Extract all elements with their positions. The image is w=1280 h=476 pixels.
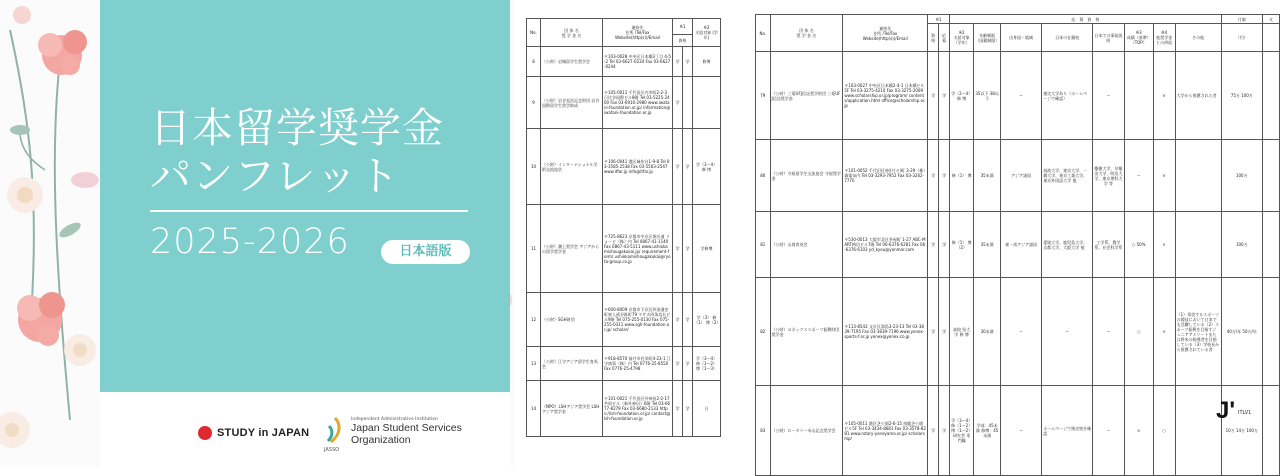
jasso-name-line1: Japan Student Services xyxy=(351,421,462,434)
row-qual: 学 xyxy=(673,293,683,347)
row-grade: 修（1） 博（2） xyxy=(950,212,974,278)
row-org: （公財）三菱UFJ信託奨学財団 三菱UFJ信託奨学金 xyxy=(770,52,843,140)
row-grade: 学（2〜4） 修 博 xyxy=(950,52,974,140)
row-no: 10 xyxy=(527,129,541,205)
row-qual: 学 xyxy=(673,129,683,205)
header-mark3: ※3 xyxy=(1135,30,1142,35)
table-row xyxy=(527,205,721,293)
header-contact-label: 連絡先 xyxy=(879,25,892,31)
row-org: （公財）江守アジア留学生育英会 xyxy=(541,347,603,381)
table-row xyxy=(756,278,1280,386)
row-region: 東・南アジア諸国 xyxy=(1000,212,1041,278)
row-etc xyxy=(1175,140,1221,212)
row-grade: 高校 短大 学 修 博 xyxy=(950,278,974,386)
row-apply: 学 xyxy=(683,205,693,293)
header-extra xyxy=(1262,24,1279,52)
row-org: （公財）ロータリー米山記念奨学会 xyxy=(770,386,843,476)
table-row xyxy=(756,386,1280,476)
scholarship-table-left xyxy=(526,18,721,437)
row-region: − xyxy=(1000,52,1041,140)
row-pre: − xyxy=(1093,386,1125,476)
row-contact: 〒103-0028 中央区日本橋3丁目 4-5-2 Tel 03-6627-0234 Fax 03-6627-0244 xyxy=(603,47,673,77)
row-contact: 〒600-8009 京都市下京区四条通室町東入函谷鉾町79 ヤサカ四条烏丸ビル9階 Tel 075-255-0130 Fax 075-255-0311 www.sgh-foundation.or.jp/ scholar/ xyxy=(603,293,673,347)
header-other-aid xyxy=(1153,24,1175,52)
row-apply: 学 xyxy=(683,129,693,205)
row-age: 30未満 xyxy=(974,278,1001,386)
row-contact: 〒105-0011 千代田区内幸町2-2-3 日比谷国際ビル8階 Tel 03-5225-2400 Fax 03-6910-2980 www.iwatani-foundation.or.jp/ information@iwatani-foundation.or.jp xyxy=(603,77,673,129)
row-age: 35未満 xyxy=(974,140,1001,212)
row-pre: − xyxy=(1093,278,1125,386)
row-grade: 学（3） 修（1） 博（2） xyxy=(693,293,721,347)
row-age: 35未満 xyxy=(974,212,1001,278)
row-qual: 学 xyxy=(673,77,683,129)
row-grade xyxy=(693,77,721,129)
row-grade: 学（3〜4） 修 博 xyxy=(693,129,721,205)
row-contact: 〒918-8570 福井市若栄町4-23-1 江守商事（株）内 Tel 0776-25-8550 Fax 0776-25-4798 xyxy=(603,347,673,381)
row-contact: 〒113-8543 文京区湯島3-23-13 Tel 03-3839-7195 Fax 03-3839-7196 www.yonex-sports-f.or.jp yonex@yonex.co.jp xyxy=(843,278,928,386)
row-other-aid: × xyxy=(1153,212,1175,278)
row-no: 80 xyxy=(756,140,771,212)
header-scholarship-label: 奨 学 金 名 xyxy=(796,33,817,38)
header-apply: 応募 xyxy=(939,24,950,52)
row-gpa: × xyxy=(1124,386,1153,476)
header-scholarship-label: 奨 学 金 名 xyxy=(561,32,582,38)
header-mark1: ※1 xyxy=(928,15,950,24)
row-amount: 10万 14万 100万 xyxy=(1221,386,1262,476)
table-row xyxy=(527,381,721,437)
row-org: （公財）山岡育英会 xyxy=(770,212,843,278)
row-grade: 修（1） 博 xyxy=(950,140,974,212)
row-org: （公財）岩谷直治記念財団 岩谷国際留学生奨学助成 xyxy=(541,77,603,129)
table-row xyxy=(756,52,1280,140)
header-other-aid-label: 他奨学金との併給 xyxy=(1156,35,1173,45)
row-no: 14 xyxy=(527,381,541,437)
header-pre: 日本での事前説明 xyxy=(1093,24,1125,52)
row-qual: 学 xyxy=(928,212,939,278)
watermark-sub: ITLV1 xyxy=(1238,410,1252,416)
row-no: 11 xyxy=(527,205,541,293)
row-school: 指定大学あり（ホームページで確認） xyxy=(1042,52,1093,140)
row-contact: 〒530-0013 大阪市北区茶屋町 1-27 ABC-MART梅田ビル7階 Tel 06-6376-6281 Fax 06-6376-6103 yd_kyou@yanmar.com xyxy=(843,212,928,278)
header-grade xyxy=(950,24,974,52)
header-grade-label: 支給対象 (学年) xyxy=(695,30,718,40)
header-etc: その他 xyxy=(1175,24,1221,52)
row-etc xyxy=(1175,212,1221,278)
header-org xyxy=(770,15,843,52)
carnation-illustration-left xyxy=(0,0,100,467)
row-apply: 学 xyxy=(939,212,950,278)
scholarship-table-page-right xyxy=(755,14,1280,443)
cover-title-panel xyxy=(100,0,510,392)
row-apply: 学 xyxy=(939,140,950,212)
header-amount: （円） xyxy=(1221,24,1262,52)
study-in-japan-logo xyxy=(198,426,309,440)
header-contact-sub: 住所 /Tel/Fax xyxy=(625,30,650,35)
row-extra xyxy=(1262,386,1279,476)
pamphlet-cover xyxy=(0,0,515,467)
row-qual: 学 xyxy=(928,52,939,140)
header-contact-web: Website(http(s))/Email xyxy=(862,35,908,41)
row-no: 8 xyxy=(527,47,541,77)
table-header-row xyxy=(527,19,721,35)
row-qual: 学 xyxy=(928,386,939,476)
row-org: （NPO）LSHアジア奨学会 LSHアジア奨学金 xyxy=(541,381,603,437)
row-contact: 〒106-0041 港区麻布台1-9-8 Tel 03-3585-2538 Fax 03-5563-2547 www.itfar.jp info@itfar.jp xyxy=(603,129,673,205)
cover-divider xyxy=(150,210,468,212)
row-apply: 学 xyxy=(939,52,950,140)
row-region: − xyxy=(1000,278,1041,386)
table-row xyxy=(527,77,721,129)
row-contact: 〒101-0021 千代田区外神田2-2-17 共同ビル（新外神田）6階 Tel 03-6677-8279 Fax 03-6680-2133 https://lsh-foundation.or.jp/ contact@lsh-foundation.or.jp xyxy=(603,381,673,437)
header-apply: 資格 xyxy=(673,35,693,47)
row-school: − xyxy=(1042,278,1093,386)
row-gpa: ○ xyxy=(1124,278,1153,386)
row-age: 35以下 38以下 xyxy=(974,52,1001,140)
row-org: （公財）インターナショナル学術交流協会 xyxy=(541,129,603,205)
row-other-aid: × xyxy=(1153,140,1175,212)
header-no: No. xyxy=(756,15,771,52)
scholarship-table-right xyxy=(755,14,1280,476)
jasso-name-line2: Organization xyxy=(351,433,411,446)
row-gpa: − xyxy=(1124,140,1153,212)
row-apply: 学 xyxy=(939,386,950,476)
header-contact xyxy=(843,15,928,52)
row-qual: 学 xyxy=(673,47,683,77)
row-school: 愛媛大学、鹿児島大学、京都大学、大阪大学 他 xyxy=(1042,212,1093,278)
row-age: 学部：45未満 修博：45未満 xyxy=(974,386,1001,476)
jasso-mark-icon xyxy=(325,416,345,446)
row-org: （公財）潮上奨学会 アジアからの留学奨学金 xyxy=(541,205,603,293)
jasso-text xyxy=(351,417,462,446)
row-no: 83 xyxy=(756,386,771,476)
row-org: （公財）守屋留学生交流協会 守屋奨学金 xyxy=(770,140,843,212)
header-amount-group: 月額 xyxy=(1221,15,1262,24)
cover-year: 2025-2026 xyxy=(150,222,350,262)
header-contact xyxy=(603,19,673,47)
row-school: ホームページで指定校を確認 xyxy=(1042,386,1093,476)
header-contact-label: 連絡先 xyxy=(631,25,644,30)
header-mark2: ※2 xyxy=(958,30,965,35)
header-mark1: ※1 xyxy=(673,19,693,35)
row-extra xyxy=(1262,278,1279,386)
row-amount: 75万 100万 xyxy=(1221,52,1262,140)
scholarship-table-page-left xyxy=(526,18,720,438)
row-apply: 学 xyxy=(683,293,693,347)
row-grade: 学（3〜4） 修（1〜2） 博（1〜3） xyxy=(693,347,721,381)
header-org xyxy=(541,19,603,47)
row-other-aid: ○ xyxy=(1153,386,1175,476)
row-org: （公財）ヨネックススポーツ振興財団 奨学金 xyxy=(770,278,843,386)
row-grade: 修博 xyxy=(693,47,721,77)
row-amount: 100万 xyxy=(1221,140,1262,212)
row-amount: 100万 xyxy=(1221,212,1262,278)
study-in-japan-text: STUDY in JAPAN xyxy=(217,427,310,439)
row-contact: 〒105-0011 港区芝公園2-6-15 黒龍芝公園ビル5F Tel 03-3434-8681 Fax 03-3578-8281 www.rotary-yoneyama.or.jp/ scholarship/ xyxy=(843,386,928,476)
row-apply: 学 xyxy=(683,47,693,77)
jasso-abbr: JASSO xyxy=(324,447,340,453)
row-grade: 学修博 xyxy=(693,205,721,293)
row-grade: 日 xyxy=(693,381,721,437)
row-apply: 学 xyxy=(683,381,693,437)
header-contact-sub: 住所 /Tel/Fax xyxy=(873,30,898,36)
row-qual: 学 xyxy=(673,205,683,293)
row-org: （公財）SGH財団 xyxy=(541,293,603,347)
edition-badge: 日本語版 xyxy=(381,240,470,264)
row-extra xyxy=(1262,212,1279,278)
table-row xyxy=(756,212,1280,278)
red-circle-icon xyxy=(198,426,212,440)
row-gpa: ○ 50% xyxy=(1124,212,1153,278)
row-etc: （1）専攻するスポーツの競技において日本でも活躍している（2）スポーツ振興を目指すジュニアアスリートまたは将来の指導者を目指している（3）学校長から推薦されている者 xyxy=(1175,278,1221,386)
row-contact: 〒101-0052 千代田区神田小川町 3-29（株）森電気内 Tel 03-3293-7952 Fax 03-3262-7770 xyxy=(843,140,928,212)
jasso-small-text: Independent Administrative Institution xyxy=(351,416,438,422)
header-grade xyxy=(693,19,721,47)
row-no: 13 xyxy=(527,347,541,381)
header-mark4: ※4 xyxy=(1161,30,1168,35)
row-qual: 学 xyxy=(928,140,939,212)
row-region: アジア諸国 xyxy=(1000,140,1041,212)
header-org-label: 団 体 名 xyxy=(799,28,814,33)
row-apply: 学 xyxy=(939,278,950,386)
row-pre: 工学系、農学系、社会科学系 xyxy=(1093,212,1125,278)
header-grade-label: 支給対象（学年） xyxy=(953,35,970,45)
table-row xyxy=(527,347,721,381)
header-org-label: 団 体 名 xyxy=(564,27,579,33)
header-contact-web: Website(http(s))/Email xyxy=(615,35,660,40)
cover-title xyxy=(150,104,500,200)
row-pre: 慶應大学、早稲田大学、明治大学、東京理科大学 等 xyxy=(1093,140,1125,212)
row-qual: 学 xyxy=(928,278,939,386)
row-qual: 学 xyxy=(673,381,683,437)
header-qual: 資格 xyxy=(928,24,939,52)
header-no: No. xyxy=(527,19,541,47)
row-org: （公財）岩城留学生奨学会 xyxy=(541,47,603,77)
header-age: 年齢制限（国籍制限） xyxy=(974,24,1001,52)
row-gpa xyxy=(1124,52,1153,140)
header-region: 出身国・地域 xyxy=(1000,24,1041,52)
table-row xyxy=(527,47,721,77)
header-school: 日本の在籍校 xyxy=(1042,24,1093,52)
row-etc xyxy=(1175,386,1221,476)
header-gpa-label: 成績（基準）（TOP） xyxy=(1126,35,1151,45)
row-extra xyxy=(1262,52,1279,140)
row-no: 79 xyxy=(756,52,771,140)
row-qual: 学 xyxy=(673,347,683,381)
header-gpa xyxy=(1124,24,1153,52)
row-no: 81 xyxy=(756,212,771,278)
jasso-logo xyxy=(324,416,462,453)
row-grade: 学（3〜4） 修（1〜2） 博（1〜2） 研究者 専門職 xyxy=(950,386,974,476)
row-school: 筑波大学、東京大学、一橋大学、東京工業大学、東京外国語大学 他 xyxy=(1042,140,1093,212)
table-row xyxy=(527,293,721,347)
row-other-aid: × xyxy=(1153,52,1175,140)
cover-footer xyxy=(100,392,510,467)
row-pre: − xyxy=(1093,52,1125,140)
row-etc: 大学から推薦された者 xyxy=(1175,52,1221,140)
row-amount: 40万/年 50万/年 xyxy=(1221,278,1262,386)
cover-title-line1: 日本留学奨学金 xyxy=(150,104,444,152)
row-apply: 学 xyxy=(683,347,693,381)
row-no: 82 xyxy=(756,278,771,386)
watermark-logo: J' xyxy=(1216,397,1236,424)
cover-title-line2: パンフレット xyxy=(150,152,400,200)
row-no: 12 xyxy=(527,293,541,347)
table-row xyxy=(527,129,721,205)
table-row xyxy=(756,140,1280,212)
row-region: − xyxy=(1000,386,1041,476)
row-contact: 〒103-0027 中央区日本橋2-4-1 日本橋ビル 5F Tel 03-3275-4210 Fax 03-3275-2009 www.scholarship.or.jp/program/ contents/application.html office@scholarship.or.jp xyxy=(843,52,928,140)
row-apply xyxy=(683,77,693,129)
row-other-aid: × xyxy=(1153,278,1175,386)
header-mark2: ※2 xyxy=(703,25,710,30)
row-no: 9 xyxy=(527,77,541,129)
header-group-title: 応 募 資 格 xyxy=(950,15,1222,24)
row-extra xyxy=(1262,140,1279,212)
table-header-row xyxy=(756,15,1280,24)
row-contact: 〒725-8623 京都市中京区堀川通 リョーピ（株）内 Tel 0867-41-1140 Fax 0867-43-5111 www.ushiokamishougakukai.jp/ requirement-form/ ushiokamishougakukai@ryota-group.co.jp xyxy=(603,205,673,293)
header-right-cut: 支 xyxy=(1262,15,1279,24)
